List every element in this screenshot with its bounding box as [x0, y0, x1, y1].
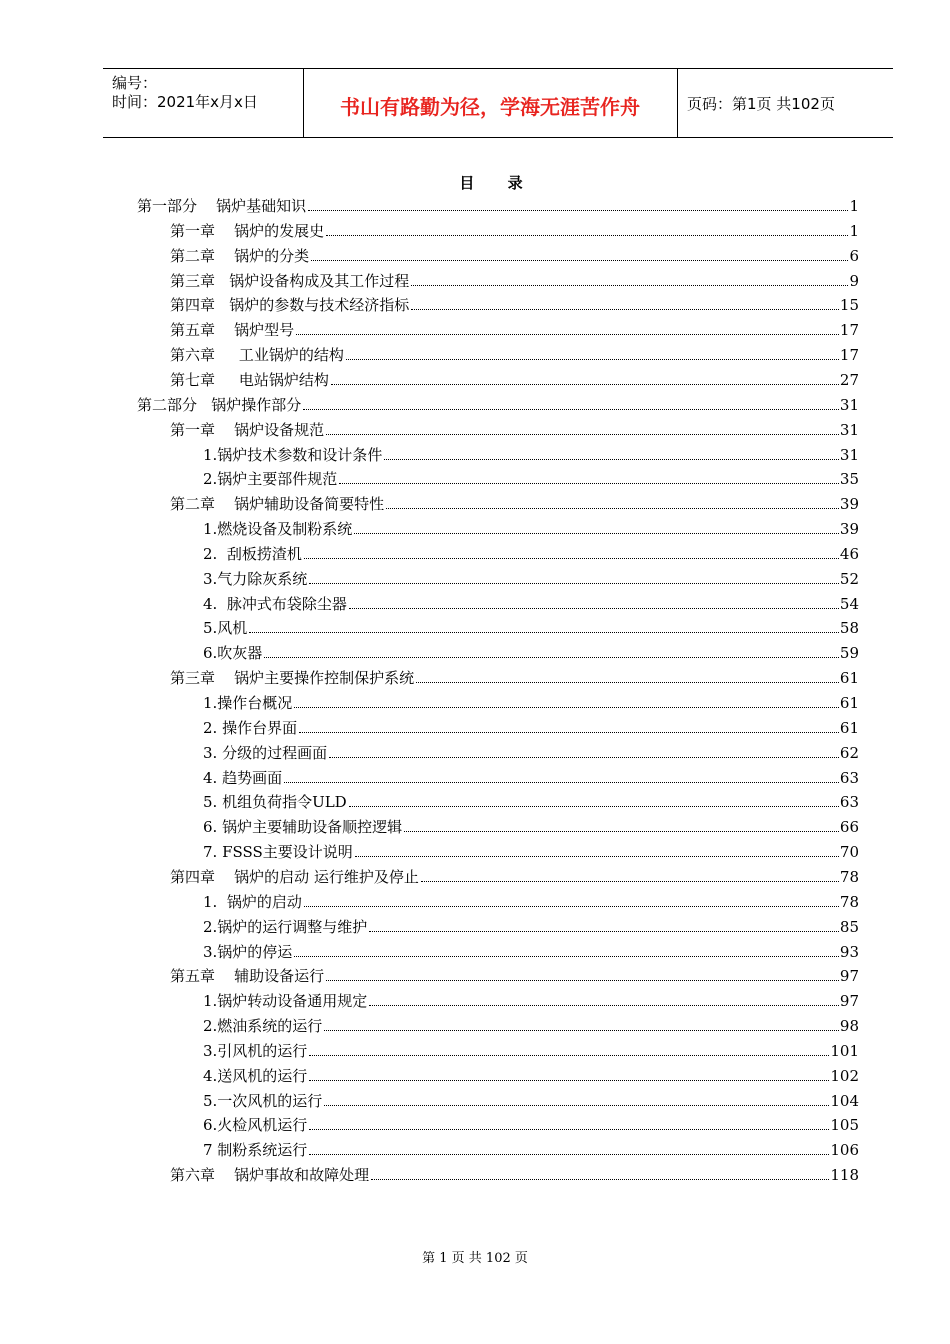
toc-entry-label: 第六章 工业锅炉的结构 [170, 346, 344, 365]
toc-entry-page: 93 [839, 942, 859, 961]
toc-leader-dots [326, 434, 839, 435]
toc-entry-label: 2. 操作台界面 [203, 718, 298, 737]
toc-entry-page: 15 [839, 296, 859, 315]
header-page-cell [678, 69, 893, 137]
toc-leader-dots [284, 782, 839, 783]
toc-entry[interactable] [170, 291, 859, 315]
toc-entry[interactable] [170, 416, 859, 440]
toc-entry-page: 85 [839, 917, 859, 936]
toc-entry[interactable] [203, 913, 859, 937]
toc-entry-page: 66 [839, 818, 859, 837]
toc-entry-page: 105 [830, 1116, 859, 1135]
toc-entry-page: 9 [849, 271, 859, 290]
toc-leader-dots [371, 1179, 829, 1180]
toc-entry-page: 106 [830, 1141, 859, 1160]
toc-entry-page: 97 [839, 967, 859, 986]
toc-entry-page: 31 [839, 395, 859, 414]
toc-leader-dots [294, 956, 839, 957]
toc-entry-page: 46 [839, 544, 859, 563]
toc-entry-label: 3.气力除灰系统 [203, 569, 308, 588]
toc-entry[interactable] [203, 515, 859, 539]
toc-entry-label: 1.锅炉转动设备通用规定 [203, 992, 368, 1011]
toc-leader-dots [304, 558, 839, 559]
toc-leader-dots [249, 632, 839, 633]
toc-entry[interactable] [203, 838, 859, 862]
toc-entry[interactable] [203, 1037, 859, 1061]
toc-entry-label: 第七章 电站锅炉结构 [170, 370, 329, 389]
toc-entry-label: 6. 锅炉主要辅助设备顺控逻辑 [203, 818, 403, 837]
toc-leader-dots [354, 533, 839, 534]
toc-entry-page: 63 [839, 793, 859, 812]
toc-entry-page: 102 [830, 1066, 859, 1085]
toc-entry-page: 78 [839, 867, 859, 886]
toc-entry-label: 3. 分级的过程画面 [203, 743, 328, 762]
toc-leader-dots [324, 1105, 829, 1106]
toc-entry-page: 61 [839, 718, 859, 737]
toc-entry-label: 7 制粉系统运行 [203, 1141, 308, 1160]
toc-leader-dots [355, 856, 839, 857]
toc-leader-dots [386, 508, 839, 509]
toc-entry[interactable] [203, 714, 859, 738]
toc-entry-label: 第四章 锅炉的启动 运行维护及停止 [170, 867, 419, 886]
toc-entry-page: 31 [839, 445, 859, 464]
toc-entry[interactable] [170, 217, 859, 241]
toc-entry-page: 17 [839, 346, 859, 365]
toc-leader-dots [309, 583, 839, 584]
toc-entry[interactable] [203, 788, 859, 812]
toc-entry-page: 61 [839, 669, 859, 688]
toc-entry-page: 104 [830, 1091, 859, 1110]
toc-entry[interactable] [203, 1012, 859, 1036]
toc-entry-label: 5.一次风机的运行 [203, 1091, 323, 1110]
toc-leader-dots [411, 285, 848, 286]
header-motto: 书山有路勤为径，学海无涯苦作舟 [340, 95, 640, 119]
toc-entry[interactable] [203, 639, 859, 663]
toc-leader-dots [331, 384, 839, 385]
toc-entry[interactable] [203, 540, 859, 564]
toc-leader-dots [421, 881, 839, 882]
toc-entry-label: 1.操作台概况 [203, 694, 293, 712]
toc-entry-label: 第三章 锅炉设备构成及其工作过程 [170, 271, 410, 290]
toc-leader-dots [384, 459, 839, 460]
toc-entry-label: 第二章 锅炉的分类 [170, 246, 310, 265]
toc-entry[interactable] [203, 813, 859, 837]
toc-entry-page: 1 [849, 197, 859, 215]
toc-entry-label: 1.燃烧设备及制粉系统 [203, 520, 353, 539]
toc-entry[interactable] [203, 888, 859, 912]
toc-leader-dots [369, 1005, 839, 1006]
document-time-label: 时间：2021年x月x日 [112, 93, 258, 111]
toc-entry-label: 3.引风机的运行 [203, 1041, 308, 1060]
toc-entry[interactable] [203, 614, 859, 638]
toc-entry[interactable] [203, 1136, 859, 1160]
toc-leader-dots [329, 757, 839, 758]
toc-leader-dots [296, 334, 839, 335]
toc-entry-label: 2.锅炉的运行调整与维护 [203, 917, 368, 936]
toc-entry-page: 78 [839, 892, 859, 911]
toc-entry[interactable] [203, 987, 859, 1011]
header-page-code: 页码：第1页 共102页 [687, 95, 835, 113]
toc-entry-label: 6.火检风机运行 [203, 1116, 308, 1135]
toc-entry-page: 6 [849, 246, 859, 265]
toc-leader-dots [309, 1129, 829, 1130]
toc-leader-dots [326, 235, 848, 236]
toc-entry[interactable] [170, 1161, 859, 1185]
toc-entry-page: 61 [839, 694, 859, 712]
toc-entry-page: 39 [839, 495, 859, 514]
toc-leader-dots [309, 1154, 829, 1155]
toc-entry-label: 1. 锅炉的启动 [203, 892, 302, 911]
page-header [103, 68, 893, 138]
toc-entry[interactable] [137, 192, 859, 216]
toc-entry[interactable] [170, 490, 859, 514]
toc-entry[interactable] [203, 1087, 859, 1111]
toc-entry-page: 17 [839, 321, 859, 340]
toc-entry-page: 1 [849, 221, 859, 240]
toc-entry-label: 第四章 锅炉的参数与技术经济指标 [170, 296, 410, 315]
toc-entry-page: 54 [839, 594, 859, 613]
toc-entry[interactable] [203, 739, 859, 763]
header-motto-cell [303, 69, 678, 137]
toc-entry-label: 6.吹灰器 [203, 644, 263, 663]
toc-entry[interactable] [203, 1111, 859, 1135]
toc-leader-dots [294, 707, 839, 708]
toc-leader-dots [303, 409, 839, 410]
toc-entry-label: 4. 脉冲式布袋除尘器 [203, 594, 347, 613]
toc-entry-label: 5. 机组负荷指令ULD [203, 793, 347, 812]
toc-entry[interactable] [170, 242, 859, 266]
toc-entry[interactable] [203, 938, 859, 962]
toc-entry-page: 27 [839, 370, 859, 389]
toc-entry-label: 第六章 锅炉事故和故障处理 [170, 1166, 370, 1185]
toc-leader-dots [349, 608, 839, 609]
toc-entry-page: 98 [839, 1017, 859, 1036]
toc-leader-dots [416, 682, 839, 683]
toc-leader-dots [309, 1055, 829, 1056]
toc-leader-dots [346, 359, 839, 360]
toc-entry[interactable] [203, 465, 859, 489]
toc-leader-dots [264, 657, 839, 658]
toc-entry-label: 第五章 锅炉型号 [170, 321, 295, 340]
toc-entry[interactable] [170, 962, 859, 986]
toc-leader-dots [369, 931, 839, 932]
toc-entry-label: 第一章 锅炉的发展史 [170, 221, 325, 240]
toc-entry[interactable] [170, 341, 859, 365]
toc-entry-page: 35 [839, 470, 859, 489]
toc-entry-label: 第二章 锅炉辅助设备简要特性 [170, 495, 385, 514]
toc-entry-label: 5.风机 [203, 619, 248, 638]
toc-entry-label: 4.送风机的运行 [203, 1066, 308, 1085]
toc-entry[interactable] [203, 689, 859, 713]
toc-entry[interactable] [203, 441, 859, 465]
toc-leader-dots [308, 210, 848, 211]
toc-entry[interactable] [137, 391, 859, 415]
toc-entry[interactable] [203, 1062, 859, 1086]
toc-leader-dots [309, 1080, 829, 1081]
page-footer: 第 1 页 共 102 页 [422, 1251, 528, 1266]
toc-entry[interactable] [170, 664, 859, 688]
toc-entry-label: 2.锅炉主要部件规范 [203, 470, 338, 489]
toc-entry-label: 第一章 锅炉设备规范 [170, 420, 325, 439]
toc-leader-dots [304, 906, 839, 907]
toc-entry[interactable] [170, 267, 859, 291]
toc-entry-page: 39 [839, 520, 859, 539]
toc-entry-label: 第三章 锅炉主要操作控制保护系统 [170, 669, 415, 688]
toc-leader-dots [311, 260, 848, 261]
toc-entry-label: 2.燃油系统的运行 [203, 1017, 323, 1036]
toc-entry[interactable] [203, 590, 859, 614]
document-number-label: 编号： [112, 74, 158, 92]
toc-title: 目 录 [459, 174, 537, 192]
toc-entry-label: 第二部分 锅炉操作部分 [137, 395, 302, 414]
toc-entry-page: 97 [839, 992, 859, 1011]
toc-entry-page: 118 [830, 1166, 859, 1185]
toc-entry-page: 63 [839, 768, 859, 787]
toc-entry-label: 3.锅炉的停运 [203, 942, 293, 961]
toc-entry-page: 58 [839, 619, 859, 638]
toc-leader-dots [339, 483, 839, 484]
toc-entry[interactable] [203, 565, 859, 589]
toc-entry-page: 62 [839, 743, 859, 762]
toc-leader-dots [299, 732, 839, 733]
toc-leader-dots [411, 309, 839, 310]
toc-entry[interactable] [170, 863, 859, 887]
toc-leader-dots [349, 806, 839, 807]
toc-leader-dots [326, 980, 839, 981]
toc-entry-page: 70 [839, 843, 859, 862]
toc-entry-label: 第五章 辅助设备运行 [170, 967, 325, 986]
toc-entry-page: 31 [839, 420, 859, 439]
toc-entry-label: 第一部分 锅炉基础知识 [137, 197, 307, 215]
toc-entry-page: 59 [839, 644, 859, 663]
toc-entry[interactable] [170, 366, 859, 390]
toc-leader-dots [404, 831, 839, 832]
toc-entry-label: 2. 刮板捞渣机 [203, 544, 302, 563]
toc-entry-label: 1.锅炉技术参数和设计条件 [203, 445, 383, 464]
header-info-cell [103, 69, 304, 137]
toc-leader-dots [324, 1030, 839, 1031]
toc-entry[interactable] [170, 316, 859, 340]
toc-entry[interactable] [203, 764, 859, 788]
toc-entry-page: 101 [830, 1041, 859, 1060]
toc-entry-label: 4. 趋势画面 [203, 768, 283, 787]
toc-entry-page: 52 [839, 569, 859, 588]
toc-entry-label: 7. FSSS主要设计说明 [203, 843, 353, 862]
